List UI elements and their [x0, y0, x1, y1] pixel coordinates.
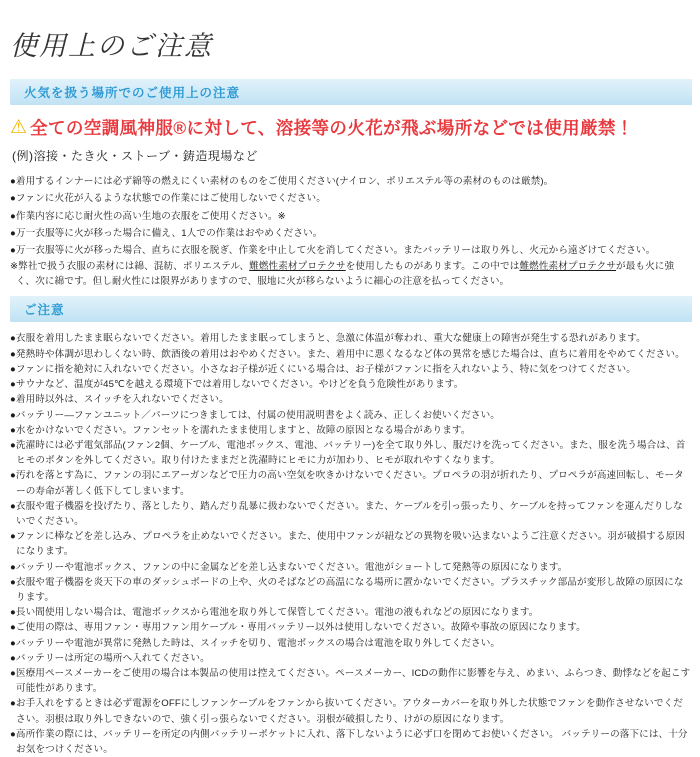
fire-example-text: (例)溶接・たき火・ストーブ・鋳造現場など	[12, 149, 258, 163]
list-item: ●衣服を着用したまま眠らないでください。着用したまま眠ってしまうと、急激に体温が奪われ、重大な健康上の障害が発生する恐れがあります。	[10, 333, 646, 345]
list-item: ●ファンに棒などを差し込み、プロペラを止めないでください。また、使用中ファンが紐などの異物を吸い込まないようご注意ください。羽が破損する原因になります。	[10, 531, 685, 558]
list-item: ●お手入れをするときは必ず電源をOFFにしファンケーブルをファンから抜いてください。アウターカバーを取り外した状態でファンを動作させないでください。羽根は取り外しできないので、強く引っ張らないでください。羽根が破損したり、けがの原因になります。	[10, 698, 683, 725]
list-item: ●着用時以外は、スイッチを入れないでください。	[10, 394, 229, 406]
page-title: 使用上のご注意	[10, 31, 213, 61]
list-item: ●バッテリーや電池が異常に発熱した時は、スイッチを切り、電池ボックスの場合は電池を取り外してください。	[10, 637, 501, 649]
caution-list	[10, 331, 692, 757]
section-header-fire	[10, 79, 692, 105]
list-item: ●バッテリー―ファンユニット／パーツにつきましては、付属の使用説明書をよく読み、正しくお使いください。	[10, 409, 501, 421]
section-header-caution-label: ご注意	[24, 303, 65, 318]
warning-triangle-icon: ⚠	[10, 117, 28, 138]
list-item: ●高所作業の際には、バッテリーを所定の内側バッテリーポケットに入れ、落下しないように必ず口を閉めてお使いください。 バッテリーの落下には、十分お気をつけください。	[10, 728, 688, 755]
list-item: ●ファンに火花が入るような状態での作業にはご使用しないでください。	[10, 193, 326, 205]
list-item: ●長い間使用しない場合は、電池ボックスから電池を取り外して保管してください。電池の液もれなどの原因になります。	[10, 607, 539, 619]
note-text-part: を使用したものがあります。この中では	[345, 261, 520, 273]
section-header-caution	[10, 296, 692, 322]
fire-caution-list	[10, 173, 692, 259]
list-item: ●ファンに指を絶対に入れないでください。小さなお子様が近くにいる場合は、お子様がファンに指を入れないよう、特に気をつけてください。	[10, 363, 636, 375]
list-item: ●衣服や電子機器を投げたり、落としたり、踏んだり乱暴に扱わないでください。また、ケーブルを引っ張ったり、ケーブルを持ってファンを運んだりしないでください。	[10, 500, 683, 527]
note-text-part: が最も火に強く、次に綿です。但し耐火性には限界がありますので、服地に火が移らないように細心の注意を払ってください。	[16, 261, 675, 288]
list-item: ●衣服や電子機器を炎天下の車のダッシュボードの上や、火のそばなどの高温になる場所に置かないでください。プラスチック部品が変形し故障の原因になります。	[10, 576, 684, 603]
fire-warning-text: 全ての空調風神服®に対して、溶接等の火花が飛ぶ場所などでは使用厳禁！	[30, 118, 634, 138]
note-text-part: ※弊社で扱う衣服の素材には綿、混紡、ポリエステル、	[10, 261, 250, 273]
list-item: ●バッテリーは所定の場所へ入れてください。	[10, 652, 210, 664]
note-underlined-term: 難燃性素材プロテクサ	[249, 261, 346, 273]
list-item: ●汚れを落とす為に、ファンの羽にエアーガンなどで圧力の高い空気を吹きかけないでください。プロペラの羽が折れたり、プロペラが高速回転し、モーターの寿命が著しく低下してしまいます。	[10, 470, 684, 497]
list-item: ●医療用ペースメーカーをご使用の場合は本製品の使用は控えてください。ペースメーカー、ICDの動作に影響を与え、めまい、ふらつき、動悸などを起こす可能性があります。	[10, 667, 691, 695]
list-item: ●洗濯時には必ず電気部品(ファン2個、ケーブル、電池ボックス、電池、バッテリー)を全て取り外し、服だけを洗ってください。また、服を洗う場合は、首ヒモのボタンを外してください。取り付けたままだと洗濯時にヒモに力が加わり、ヒモが取れやすくなります。	[10, 439, 686, 467]
note-underlined-term: 難燃性素材プロテクサ	[519, 261, 617, 273]
list-item: ●発熱時や体調が思わしくない時、飲酒後の着用はおやめください。また、着用中に悪くなるなど体の異常を感じた場合は、直ちに着用をやめてください。	[10, 348, 685, 360]
list-item: ●サウナなど、温度が45℃を越える環境下では着用しないでください。やけどを負う危険性があります。	[10, 379, 464, 391]
list-item: ●万一衣服等に火が移った場合に備え、1人での作業はおやめください。	[10, 227, 323, 239]
list-item: ●ご使用の際は、専用ファン・専用ファン用ケーブル・専用バッテリー以外は使用しないでください。故障や事故の原因になります。	[10, 622, 586, 634]
list-item: ●バッテリーや電池ボックス、ファンの中に金属などを差し込まないでください。電池がショートして発熱等の原因になります。	[10, 561, 568, 573]
section-header-fire-label: 火気を扱う場所でのご使用上の注意	[24, 86, 241, 100]
fire-footnote	[10, 259, 692, 289]
list-item: ●万一衣服等に火が移った場合、直ちに衣服を脱ぎ、作業を中止して火を消してください。またバッテリーは取り外し、火元から遠ざけてください。	[10, 245, 656, 257]
list-item: ●着用するインナーには必ず綿等の燃えにくい素材のものをご使用ください(ナイロン、ポリエステル等の素材のものは厳禁)。	[10, 176, 554, 187]
list-item: ●作業内容に応じ耐火性の高い生地の衣服をご使用ください。※	[10, 210, 286, 222]
fire-warning	[10, 115, 692, 140]
list-item: ●水をかけないでください。ファンセットを濡れたまま使用しますと、故障の原因となる場合があります。	[10, 424, 471, 436]
